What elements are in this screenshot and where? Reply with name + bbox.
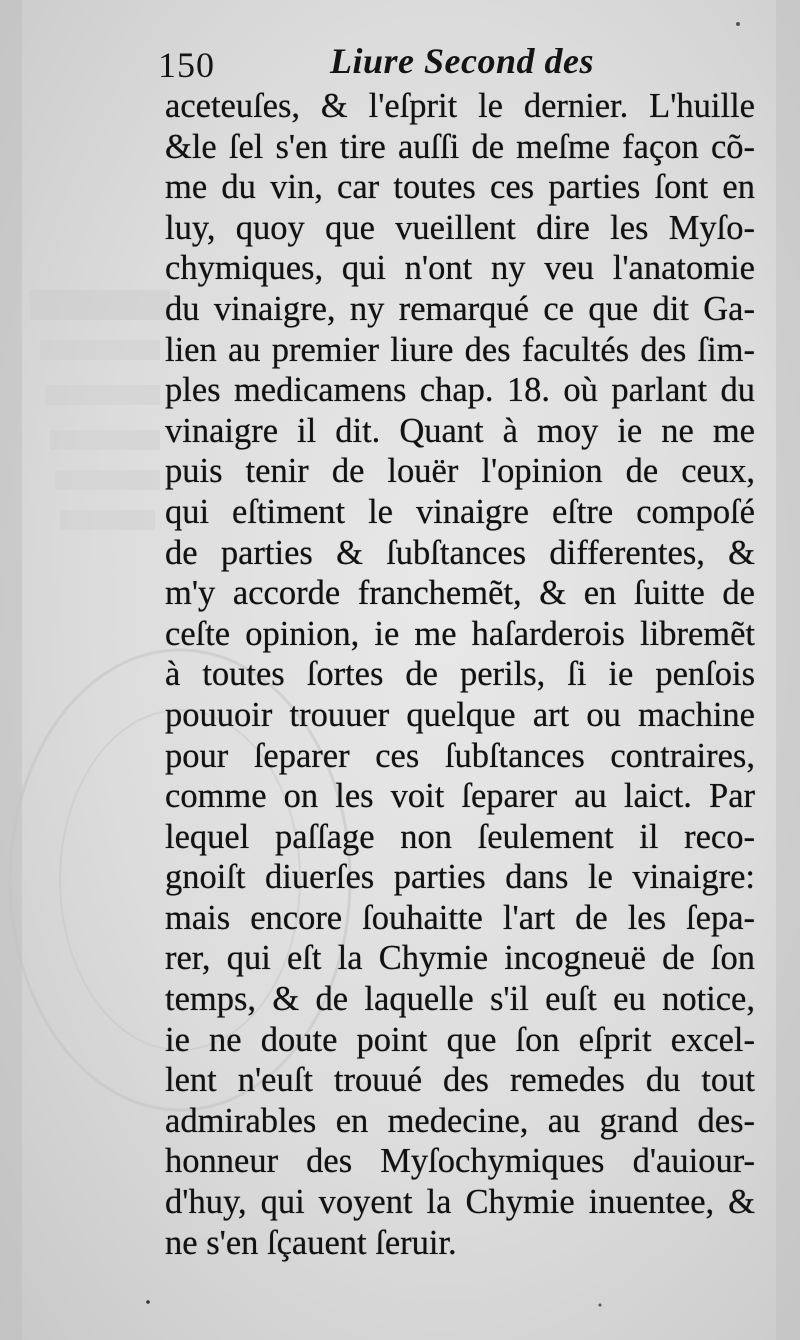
text-line: gnoiſt diuerſes parties dans le vinaigre:	[165, 858, 755, 897]
text-line: qui eſtiment le vinaigre eſtre compoſé	[165, 492, 755, 531]
text-line: lequel paſſage non ſeulement il reco-	[165, 817, 755, 856]
text-line: à toutes ſortes de perils, ſi ie penſois	[165, 655, 755, 694]
text-line: de parties & ſubſtances differentes, &	[165, 533, 755, 572]
text-line: ne s'en ſçauent ſeruir.	[165, 1223, 457, 1262]
text-line: &le ſel s'en tire auſſi de meſme façon cõ-	[165, 127, 755, 166]
text-line: comme on les voit ſeparer au laict. Par	[165, 777, 755, 816]
text-line: me du vin, car toutes ces parties ſont en	[165, 168, 755, 207]
running-head: Liure Second des	[330, 41, 594, 81]
body-text	[165, 86, 755, 1263]
text-line: puis tenir de louër l'opinion de ceux,	[165, 452, 755, 491]
text-line: pour ſeparer ces ſubſtances contraires,	[165, 736, 755, 775]
text-line: aceteuſes, & l'eſprit le dernier. L'huille	[165, 87, 755, 125]
page-header	[158, 40, 758, 90]
text-line: vinaigre il dit. Quant à moy ie ne me	[165, 411, 755, 450]
text-line: du vinaigre, ny remarqué ce que dit Ga-	[165, 289, 755, 328]
text-line: honneur des Myſochymiques d'auiour-	[165, 1142, 755, 1181]
text-line: lent n'euſt trouué des remedes du tout	[165, 1061, 755, 1100]
text-line: d'huy, qui voyent la Chymie inuentee, &	[165, 1183, 755, 1222]
text-line: m'y accorde franchemẽt, & en ſuitte de	[165, 574, 755, 613]
text-line: rer, qui eſt la Chymie incogneuë de ſon	[165, 939, 755, 978]
text-line: admirables en medecine, au grand des-	[165, 1101, 755, 1140]
text-line: mais encore ſouhaitte l'art de les ſepa-	[165, 898, 755, 937]
text-line: ples medicamens chap. 18. où parlant du	[165, 371, 755, 410]
text-line: ceſte opinion, ie me haſarderois libremẽt	[165, 614, 755, 653]
page-number: 150	[158, 45, 215, 85]
text-line: temps, & de laquelle s'il euſt eu notice,	[165, 980, 755, 1019]
text-line: pouuoir trouuer quelque art ou machine	[165, 695, 755, 734]
text-line: lien au premier liure des facultés des ſim-	[165, 330, 755, 369]
text-line: ie ne doute point que ſon eſprit excel-	[165, 1020, 755, 1059]
text-line: chymiques, qui n'ont ny veu l'anatomie	[165, 249, 755, 288]
text-line: luy, quoy que vueillent dire les Myſo-	[165, 208, 755, 247]
